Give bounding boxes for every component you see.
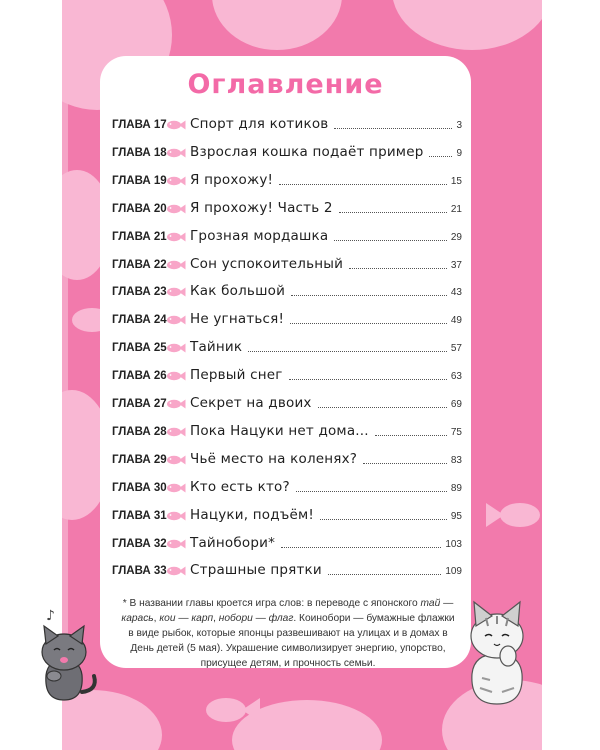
leader-dots: [279, 184, 447, 185]
toc-entry: [112, 475, 462, 495]
fish-icon: [166, 119, 186, 131]
footnote-italic: флаг: [268, 613, 294, 624]
toc-entry: [112, 531, 462, 551]
footnote-italic: карась: [121, 613, 154, 624]
chapter-title: Сон успокоительный: [190, 255, 344, 272]
fish-silhouette-icon: [484, 495, 542, 535]
toc-entry: [112, 224, 462, 244]
leader-dots: [363, 463, 447, 464]
toc-entry: [112, 252, 462, 272]
footnote-text: —: [252, 613, 269, 624]
chapter-label: ГЛАВА 32: [112, 537, 167, 550]
toc-entry: [112, 447, 462, 467]
leader-dots: [290, 323, 447, 324]
chapter-label: ГЛАВА 27: [112, 398, 167, 410]
leader-dots: [248, 351, 447, 352]
chapter-label: ГЛАВА 20: [112, 202, 167, 215]
chapter-title: Тайник: [190, 339, 243, 356]
toc-entry: [112, 419, 462, 439]
footnote-italic: тай: [420, 598, 441, 609]
chapter-label: ГЛАВА 22: [112, 258, 167, 271]
leader-dots: [349, 268, 447, 269]
page-number: 95: [450, 510, 462, 522]
chapter-title: Страшные прятки: [190, 562, 322, 579]
toc-entry: [112, 168, 462, 188]
fish-icon: [166, 370, 186, 382]
chapter-title: Взрослая кошка подаёт пример: [190, 143, 424, 160]
leader-dots: [339, 212, 447, 213]
svg-text:♪: ♪: [46, 608, 55, 624]
chapter-label: ГЛАВА 28: [112, 425, 167, 438]
chapter-label: ГЛАВА 18: [112, 146, 167, 159]
page-number: 83: [450, 454, 462, 466]
footnote: [118, 596, 458, 671]
leader-dots: [375, 435, 447, 436]
page-number: 69: [450, 399, 462, 410]
chapter-title: Я прохожу!: [190, 171, 274, 188]
footnote-italic: нобори: [218, 613, 253, 624]
chapter-title: Грозная мордашка: [190, 227, 329, 244]
page-number: 43: [450, 287, 462, 299]
fish-icon: [166, 565, 186, 577]
page-number: 9: [456, 147, 462, 159]
page-number: 3: [456, 120, 462, 131]
fish-icon: [166, 342, 186, 354]
toc-entry: [112, 140, 462, 160]
chapter-title: Чьё место на коленях?: [190, 450, 358, 467]
chapter-label: ГЛАВА 17: [112, 119, 167, 131]
chapter-label: ГЛАВА 31: [112, 509, 167, 522]
leader-dots: [281, 547, 441, 548]
page-number: 57: [450, 343, 462, 355]
footnote-text: . Коинобори — бумажные флажки в виде рыбок, которые японцы развешивают на улицах и в домах в День детей (5 мая). Украшение символизирует энергию, упорство, присущее детям, и прочность семьи.: [128, 613, 455, 669]
page-number: 63: [450, 371, 462, 383]
chapter-label: ГЛАВА 33: [112, 565, 167, 578]
toc-entry: [112, 279, 462, 299]
fish-icon: [166, 398, 186, 410]
leader-dots: [291, 295, 447, 296]
page-number: 89: [450, 482, 462, 494]
footnote-text: * В названии главы кроется игра слов: в переводе с японского: [122, 598, 418, 609]
fish-icon: [166, 510, 186, 522]
fish-icon: [166, 314, 186, 326]
page-number: 37: [450, 259, 462, 271]
chapter-label: ГЛАВА 19: [112, 174, 167, 187]
chapter-title: Как большой: [190, 283, 286, 300]
fish-icon: [166, 454, 186, 466]
fish-icon: [166, 259, 186, 271]
toc-entry: [112, 363, 462, 383]
toc-entry: [112, 307, 462, 327]
footnote-text: —: [440, 598, 454, 609]
chapter-label: ГЛАВА 29: [112, 453, 167, 466]
background-bubble: [212, 0, 342, 50]
page-number: 103: [445, 538, 462, 550]
chapter-label: ГЛАВА 23: [112, 286, 167, 299]
fish-icon: [166, 426, 186, 438]
footnote-text: ,: [153, 613, 160, 624]
background-bubble: [392, 0, 542, 50]
toc-entry: [112, 335, 462, 355]
chapter-title: Нацуки, подъём!: [190, 506, 314, 523]
fish-silhouette-icon: [202, 690, 262, 730]
toc-entry: [112, 196, 462, 216]
chapter-label: ГЛАВА 26: [112, 370, 167, 383]
chapter-label: ГЛАВА 24: [112, 314, 167, 327]
chapter-title: Пока Нацуки нет дома...: [190, 422, 369, 439]
tabby-kitten-illustration: [452, 592, 542, 712]
toc-entry: [112, 558, 462, 578]
page-number: 15: [450, 175, 462, 187]
leader-dots: [334, 128, 452, 129]
page-number: 21: [450, 203, 462, 215]
footnote-italic: карп: [191, 613, 214, 624]
toc-entry: [112, 503, 462, 523]
leader-dots: [318, 407, 447, 408]
leader-dots: [296, 491, 447, 492]
fish-icon: [166, 175, 186, 187]
chapter-label: ГЛАВА 25: [112, 342, 167, 355]
footnote-text: ,: [213, 613, 219, 624]
page-number: 49: [450, 315, 462, 327]
leader-dots: [289, 379, 447, 380]
chapter-title: Первый снег: [190, 367, 283, 384]
chapter-title: Я прохожу! Часть 2: [190, 199, 333, 216]
fish-icon: [166, 482, 186, 494]
grey-kitten-illustration: [24, 600, 104, 710]
page-number: 29: [450, 231, 462, 243]
fish-icon: [166, 231, 186, 243]
footnote-italic: кои: [159, 613, 176, 624]
chapter-title: Спорт для котиков: [190, 116, 329, 132]
fish-icon: [166, 147, 186, 159]
page-title: Оглавление: [187, 69, 384, 100]
leader-dots: [328, 574, 441, 575]
chapter-title: Секрет на двоих: [190, 395, 312, 411]
leader-dots: [429, 156, 452, 157]
chapter-label: ГЛАВА 30: [112, 481, 167, 494]
chapter-title: Тайнобори*: [190, 534, 276, 551]
leader-dots: [334, 240, 447, 241]
chapter-label: ГЛАВА 21: [112, 230, 167, 243]
chapter-title: Не угнаться!: [190, 311, 285, 328]
page-number: 75: [450, 426, 462, 438]
leader-dots: [320, 519, 447, 520]
fish-icon: [166, 203, 186, 215]
footnote-text: —: [175, 613, 192, 624]
chapter-title: Кто есть кто?: [190, 478, 290, 495]
fish-icon: [166, 538, 186, 550]
toc-entry: [112, 112, 462, 132]
fish-icon: [166, 286, 186, 298]
toc-entry: [112, 391, 462, 411]
toc-panel: [100, 56, 471, 668]
page-number: 109: [445, 566, 462, 578]
